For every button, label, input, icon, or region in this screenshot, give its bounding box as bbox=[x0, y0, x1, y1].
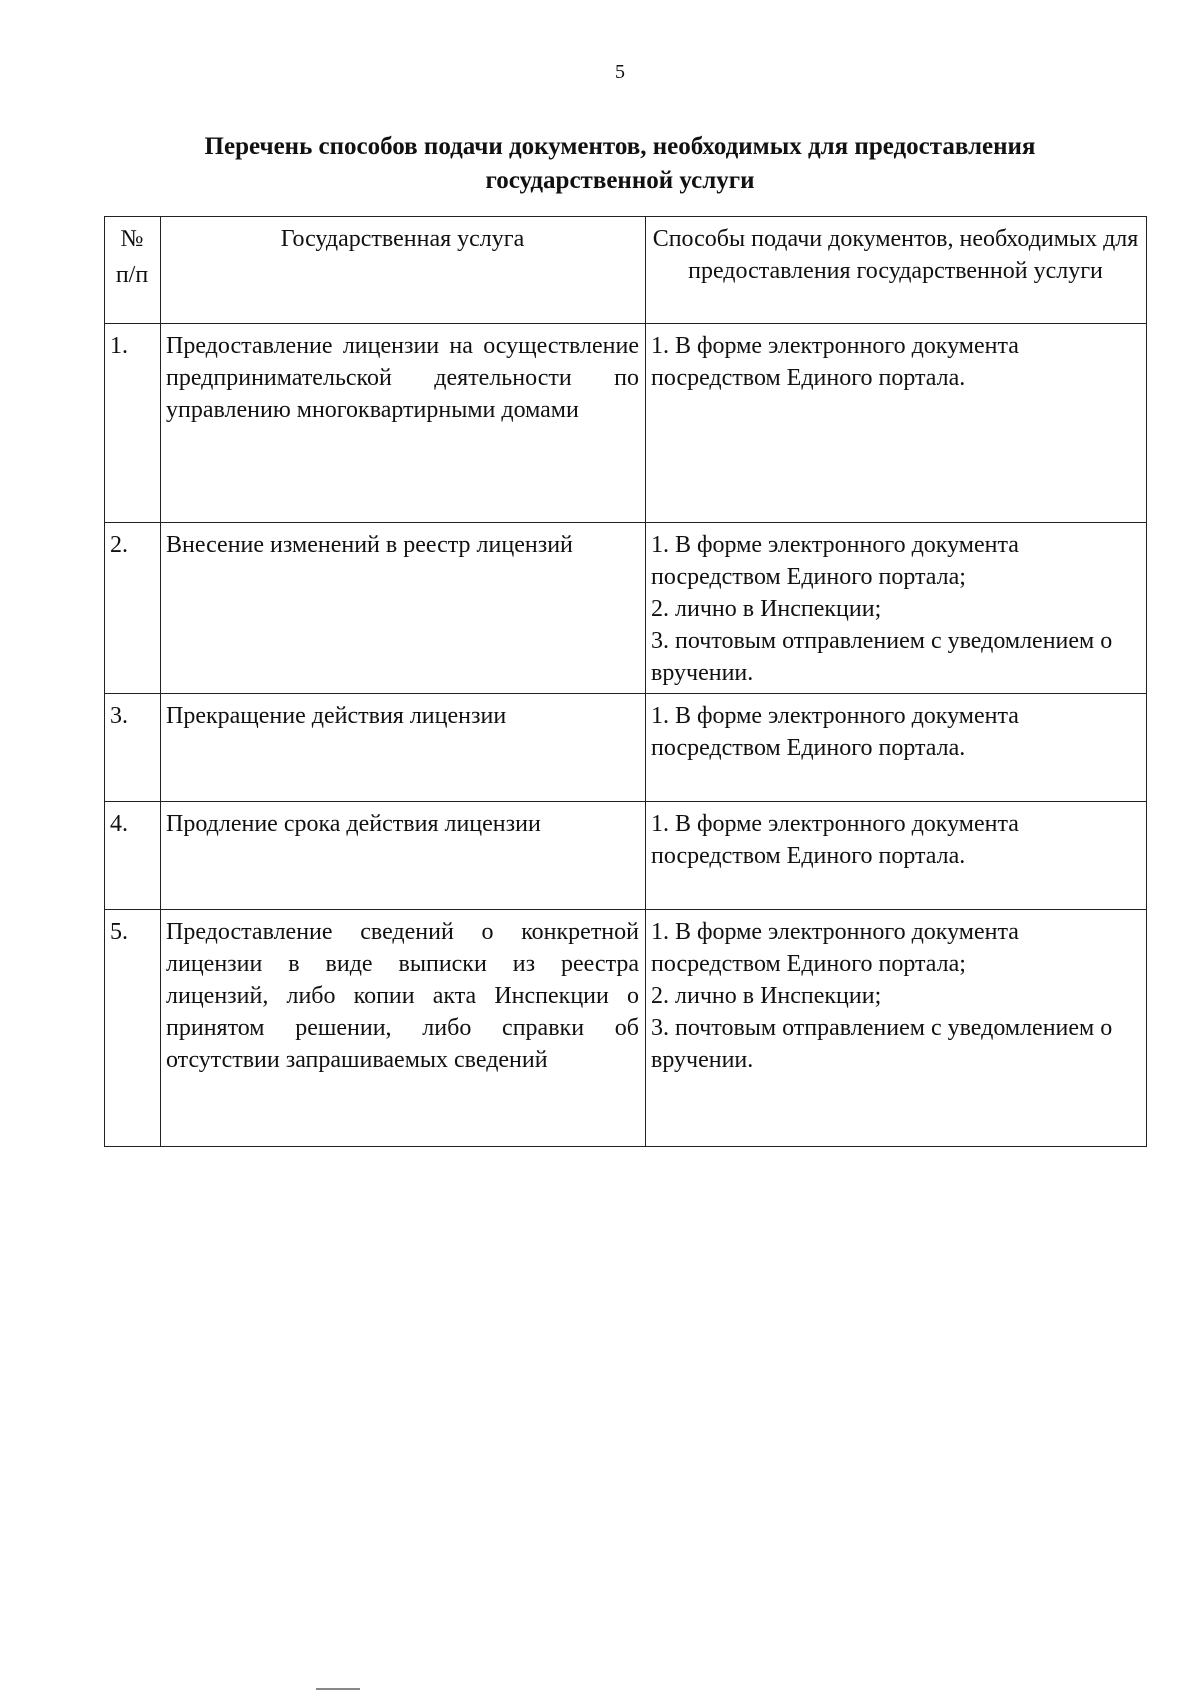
submission-method: 3. почтовым отправлением с уведомлением о вручении. bbox=[651, 628, 1113, 686]
service-name: Продление срока действия лицензии bbox=[161, 802, 646, 910]
submission-methods bbox=[646, 523, 1147, 694]
scan-mark bbox=[316, 1688, 360, 1690]
submission-method: 1. В форме электронного документа посредством Единого портала. bbox=[651, 811, 1019, 869]
submission-method: 1. В форме электронного документа посредством Единого портала. bbox=[651, 703, 1019, 761]
row-number: 2. bbox=[105, 523, 161, 694]
row-number: 3. bbox=[105, 694, 161, 802]
document-title-line-1: Перечень способов подачи документов, необходимых для предоставления bbox=[204, 133, 1036, 160]
header-number bbox=[105, 217, 161, 324]
table-row bbox=[105, 910, 1147, 1147]
submission-method: 1. В форме электронного документа посредством Единого портала; bbox=[651, 919, 1019, 977]
service-name: Внесение изменений в реестр лицензий bbox=[161, 523, 646, 694]
document-title bbox=[100, 130, 1140, 198]
submission-method: 2. лично в Инспекции; bbox=[651, 596, 882, 622]
service-name: Предоставление лицензии на осуществление предпринимательской деятельности по управлению многоквартирными домами bbox=[161, 324, 646, 523]
header-number-symbol: № bbox=[120, 226, 144, 252]
table-row bbox=[105, 802, 1147, 910]
submission-method: 1. В форме электронного документа посредством Единого портала. bbox=[651, 333, 1019, 391]
row-number: 5. bbox=[105, 910, 161, 1147]
services-table bbox=[104, 216, 1147, 1147]
submission-methods bbox=[646, 910, 1147, 1147]
submission-method: 2. лично в Инспекции; bbox=[651, 983, 882, 1009]
page-number: 5 bbox=[615, 61, 625, 83]
table-row bbox=[105, 324, 1147, 523]
submission-methods bbox=[646, 324, 1147, 523]
document-title-line-2: государственной услуги bbox=[485, 167, 755, 194]
row-number: 4. bbox=[105, 802, 161, 910]
row-number: 1. bbox=[105, 324, 161, 523]
header-submission-methods: Способы подачи документов, необходимых для предоставления государственной услуги bbox=[646, 217, 1147, 324]
submission-methods bbox=[646, 802, 1147, 910]
submission-method: 3. почтовым отправлением с уведомлением о вручении. bbox=[651, 1015, 1113, 1073]
table-header-row bbox=[105, 217, 1147, 324]
table-row bbox=[105, 523, 1147, 694]
submission-method: 1. В форме электронного документа посредством Единого портала; bbox=[651, 532, 1019, 590]
header-service: Государственная услуга bbox=[161, 217, 646, 324]
table-row bbox=[105, 694, 1147, 802]
service-name: Предоставление сведений о конкретной лицензии в виде выписки из реестра лицензий, либо копии акта Инспекции о принятом решении, либо справки об отсутствии запрашиваемых сведений bbox=[161, 910, 646, 1147]
header-number-abbr: п/п bbox=[115, 262, 149, 288]
service-name: Прекращение действия лицензии bbox=[161, 694, 646, 802]
submission-methods bbox=[646, 694, 1147, 802]
